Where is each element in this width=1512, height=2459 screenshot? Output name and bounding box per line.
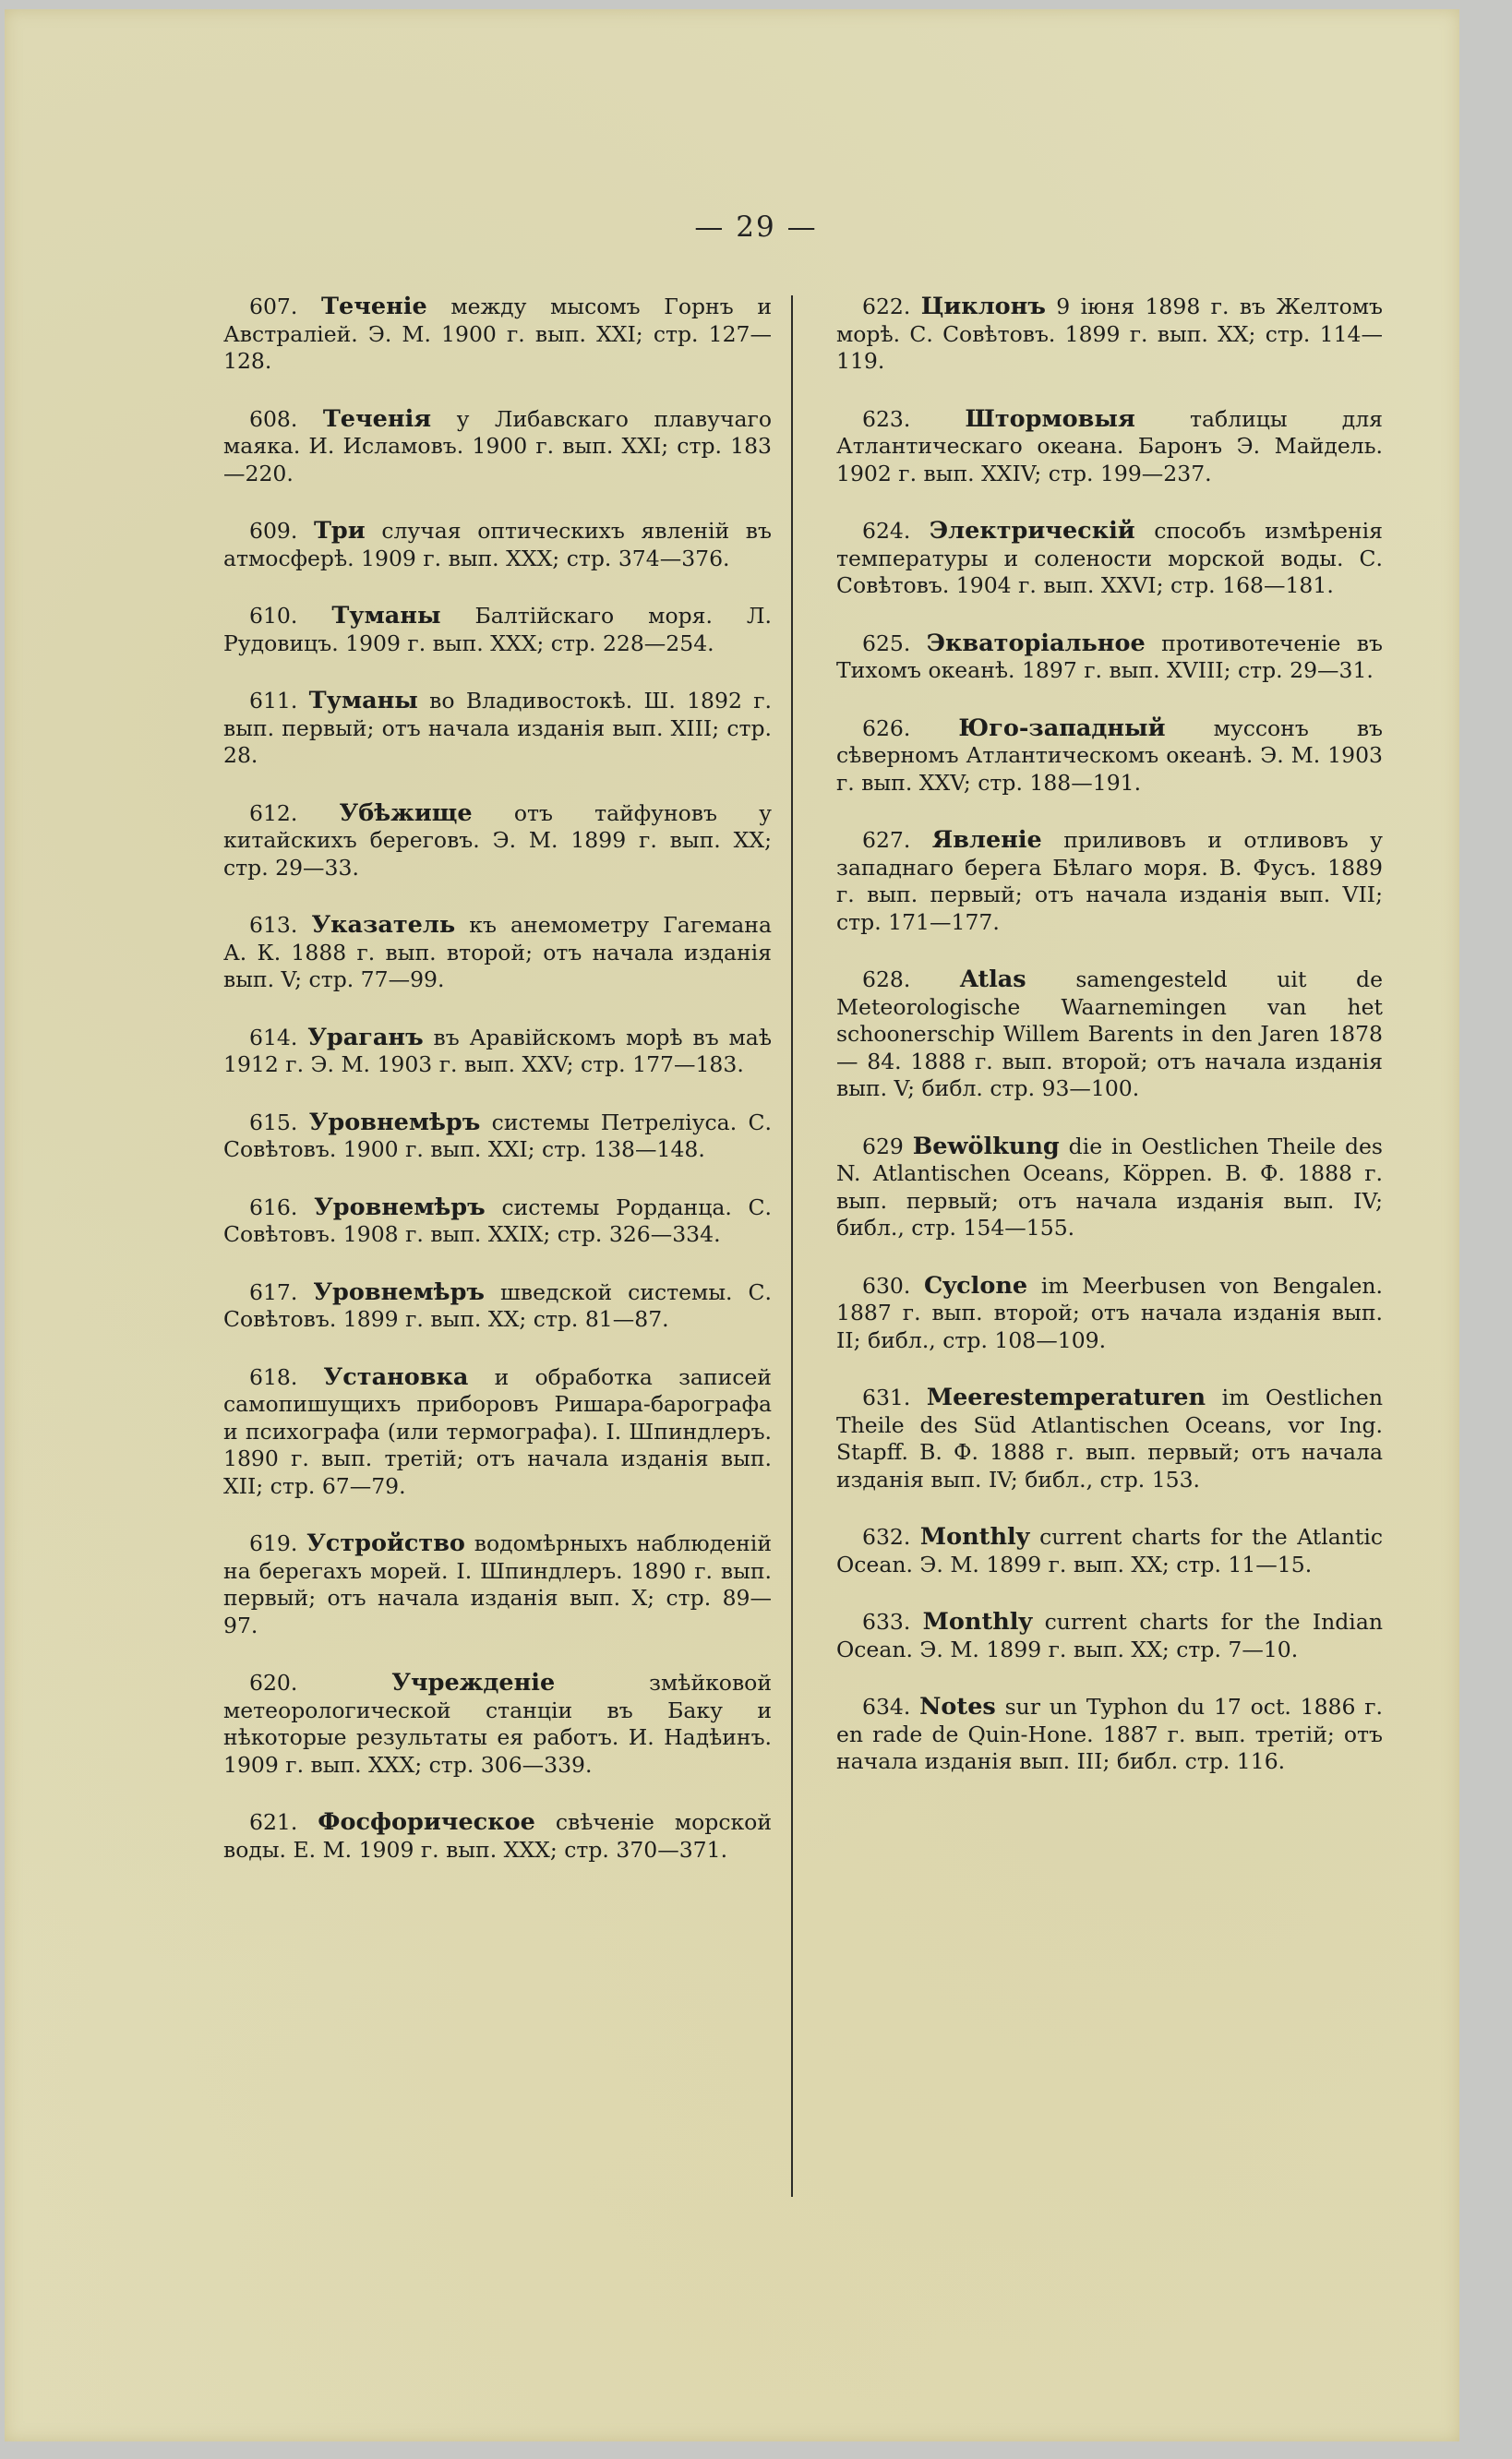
entry-text: системы Рорданца. С. Совѣтовъ. 1908 г. вып. XXIX; стр. 326—334. <box>223 1194 772 1247</box>
entry-keyword: Уровнемѣръ <box>308 1108 481 1136</box>
entry-number: 618. <box>249 1363 298 1390</box>
entry-number: 609. <box>249 518 298 544</box>
index-entry <box>223 294 772 376</box>
index-entry <box>836 827 1383 936</box>
entry-number: 627. <box>862 827 911 853</box>
index-entry <box>836 1694 1383 1776</box>
entry-text: противотеченіе въ Тихомъ океанѣ. 1897 г. вып. XVIII; стр. 29—31. <box>836 630 1383 683</box>
index-entry <box>223 1025 772 1079</box>
entry-number: 631. <box>862 1385 911 1410</box>
entry-number: 610. <box>249 603 298 629</box>
entry-number: 613. <box>249 912 298 938</box>
index-entry <box>836 1524 1383 1578</box>
index-entry <box>836 406 1383 488</box>
entry-keyword: Meerestemperaturen <box>926 1384 1206 1411</box>
entry-number: 623. <box>862 405 911 432</box>
entry-number: 612. <box>249 799 298 826</box>
entry-keyword: Экваторіальное <box>926 629 1146 657</box>
index-entry <box>223 912 772 994</box>
entry-number: 608. <box>249 405 298 432</box>
index-entry <box>836 630 1383 685</box>
entry-text: current charts for the Indian Ocean. Э. М. 1899 г. вып. XX; стр. 7—10. <box>836 1609 1383 1662</box>
entry-keyword: Установка <box>323 1362 469 1391</box>
entry-keyword: Юго-западный <box>958 714 1166 742</box>
index-entry <box>223 1364 772 1501</box>
entry-text: муссонъ въ сѣверномъ Атлантическомъ океанѣ. Э. М. 1903 г. вып. XXV; стр. 188—191. <box>836 714 1383 796</box>
index-entry <box>836 966 1383 1103</box>
entry-text: у Либавскаго плавучаго маяка. И. Исламовъ. 1900 г. вып. XXI; стр. 183—220. <box>223 405 772 486</box>
right-column <box>836 294 1383 1806</box>
entry-keyword: Устройство <box>306 1529 465 1557</box>
index-entry <box>223 1110 772 1164</box>
entry-number: 617. <box>249 1278 298 1305</box>
entry-keyword: Notes <box>919 1693 996 1721</box>
entry-keyword: Фосфорическое <box>318 1808 535 1836</box>
entry-number: 621. <box>249 1809 298 1835</box>
entry-number: 611. <box>249 688 298 714</box>
entry-keyword: Уровнемѣръ <box>313 1277 485 1306</box>
entry-keyword: Monthly <box>922 1608 1033 1636</box>
entry-keyword: Ураганъ <box>307 1023 424 1051</box>
left-column <box>223 294 772 1894</box>
index-entry <box>223 406 772 488</box>
entry-text: змѣйковой метеорологической станціи въ Баку и нѣкоторые результаты ея работъ. И. Надѣинъ. 1909 г. вып. XXX; стр. 306—339. <box>223 1670 772 1778</box>
index-entry <box>223 800 772 882</box>
entry-number: 607. <box>249 294 298 319</box>
index-entry <box>836 1273 1383 1355</box>
entry-keyword: Уровнемѣръ <box>314 1193 486 1221</box>
entry-text: и обработка записей самопишущихъ приборовъ Ришара-барографа и психографа (или термографа). І. Шпиндлеръ. 1890 г. вып. третій; отъ начала изданія вып. XII; стр. 67—79. <box>223 1363 772 1499</box>
entry-text: свѣченіе морской воды. Е. М. 1909 г. вып. XXX; стр. 370—371. <box>223 1809 772 1863</box>
index-entry <box>223 1194 772 1249</box>
entry-keyword: Cyclone <box>924 1271 1028 1300</box>
entry-text: шведской системы. С. Совѣтовъ. 1899 г. вып. XX; стр. 81—87. <box>223 1278 772 1332</box>
column-divider <box>791 295 793 2197</box>
entry-number: 633. <box>862 1609 911 1635</box>
entry-keyword: Электрическій <box>929 517 1135 545</box>
entry-text: между мысомъ Горнъ и Австраліей. Э. М. 1900 г. вып. XXI; стр. 127—128. <box>223 294 772 374</box>
entry-keyword: Циклонъ <box>920 293 1046 320</box>
index-entry <box>223 1670 772 1779</box>
entry-keyword: Bewölkung <box>912 1132 1060 1160</box>
entry-number: 615. <box>249 1109 298 1135</box>
index-entry <box>836 715 1383 798</box>
entry-text: current charts for the Atlantic Ocean. Э. М. 1899 г. вып. XX; стр. 11—15. <box>836 1524 1383 1577</box>
entry-keyword: Atlas <box>959 966 1026 993</box>
entry-number: 624. <box>862 518 911 544</box>
entry-text: способъ измѣренія температуры и солености морской воды. С. Совѣтовъ. 1904 г. вып. XXVI; стр. 168—181. <box>836 518 1383 598</box>
entry-number: 634. <box>862 1694 911 1720</box>
entry-keyword: Теченіе <box>321 293 427 320</box>
entry-text: samengesteld uit de Meteorologische Waarnemingen van het schoonerschip Willem Barents in den Jaren 1878 — 84. 1888 г. вып. второй; отъ начала изданія вып. V; библ. стр. 93—100. <box>836 966 1383 1101</box>
index-entry <box>836 1609 1383 1663</box>
entry-keyword: Убѣжище <box>339 798 473 827</box>
entry-number: 632. <box>862 1524 911 1550</box>
entry-text: водомѣрныхъ наблюденій на берегахъ морей. І. Шпиндлеръ. 1890 г. вып. первый; отъ начала изданія вып. X; стр. 89—97. <box>223 1530 772 1638</box>
entry-number: 625. <box>862 630 911 656</box>
index-entry <box>836 1385 1383 1493</box>
entry-keyword: Три <box>313 517 366 545</box>
entry-text: отъ тайфуновъ у китайскихъ береговъ. Э. М. 1899 г. вып. XX; стр. 29—33. <box>223 799 772 881</box>
entry-keyword: Теченія <box>322 404 432 433</box>
index-entry <box>836 294 1383 376</box>
page-number: — 29 — <box>694 210 818 244</box>
entry-number: 628. <box>862 966 911 992</box>
entry-text: приливовъ и отливовъ у западнаго берега Бѣлаго моря. В. Фусъ. 1889 г. вып. первый; отъ начала изданія вып. VII; стр. 171—177. <box>836 827 1383 935</box>
entry-number: 619. <box>249 1530 298 1556</box>
entry-number: 630. <box>862 1272 911 1299</box>
entry-number: 620. <box>249 1670 298 1696</box>
entry-number: 614. <box>249 1024 298 1050</box>
index-entry <box>223 1809 772 1864</box>
index-entry <box>223 688 772 770</box>
entry-text: die in Oestlichen Theile des N. Atlantischen Oceans, Köppen. В. Ф. 1888 г. вып. первый; отъ начала изданія вып. IV; библ., стр. 154—155. <box>836 1133 1383 1241</box>
entry-keyword: Monthly <box>919 1523 1030 1551</box>
entry-number: 629 <box>862 1133 904 1159</box>
entry-text: во Владивостокѣ. Ш. 1892 г. вып. первый; отъ начала изданія вып. XIII; стр. 28. <box>223 688 772 768</box>
index-entry <box>836 1134 1383 1242</box>
entry-text: Балтійскаго моря. Л. Рудовицъ. 1909 г. вып. XXX; стр. 228—254. <box>223 603 772 656</box>
entry-keyword: Туманы <box>308 687 418 714</box>
index-entry <box>223 518 772 572</box>
index-entry <box>223 1530 772 1639</box>
entry-keyword: Туманы <box>331 602 441 630</box>
entry-text: таблицы для Атлантическаго океана. Баронъ Э. Майдель. 1902 г. вып. XXIV; стр. 199—237. <box>836 405 1383 486</box>
index-entry <box>223 603 772 657</box>
entry-text: къ анемометру Гагемана А. К. 1888 г. вып. второй; отъ начала изданія вып. V; стр. 77—99. <box>223 912 772 992</box>
entry-text: im Meerbusen von Bengalen. 1887 г. вып. второй; отъ начала изданія вып. II; библ., стр. 108—109. <box>836 1272 1383 1353</box>
entry-keyword: Штормовыя <box>965 404 1135 433</box>
entry-number: 626. <box>862 714 911 741</box>
entry-number: 622. <box>862 294 911 319</box>
entry-text: 9 іюня 1898 г. въ Желтомъ морѣ. С. Совѣтовъ. 1899 г. вып. XX; стр. 114—119. <box>836 294 1383 374</box>
entry-text: въ Аравійскомъ морѣ въ маѣ 1912 г. Э. М. 1903 г. вып. XXV; стр. 177—183. <box>223 1024 772 1077</box>
entry-keyword: Учрежденіе <box>391 1669 556 1697</box>
entry-keyword: Явленіе <box>931 826 1042 854</box>
entry-number: 616. <box>249 1194 298 1220</box>
entry-keyword: Указатель <box>311 911 456 939</box>
entry-text: sur un Typhon du 17 oct. 1886 г. en rade de Quin-Hone. 1887 г. вып. третій; отъ начала изданія вып. III; библ. стр. 116. <box>836 1694 1383 1774</box>
index-entry <box>836 518 1383 600</box>
entry-text: системы Петреліуса. С. Совѣтовъ. 1900 г. вып. XXI; стр. 138—148. <box>223 1109 772 1162</box>
entry-text: im Oestlichen Theile des Süd Atlantischen Oceans, vor Ing. Stapff. В. Ф. 1888 г. вып. первый; отъ начала изданія вып. IV; библ., стр. 153. <box>836 1385 1383 1493</box>
entry-text: случая оптическихъ явленій въ атмосферѣ. 1909 г. вып. XXX; стр. 374—376. <box>223 518 772 571</box>
index-entry <box>223 1279 772 1334</box>
